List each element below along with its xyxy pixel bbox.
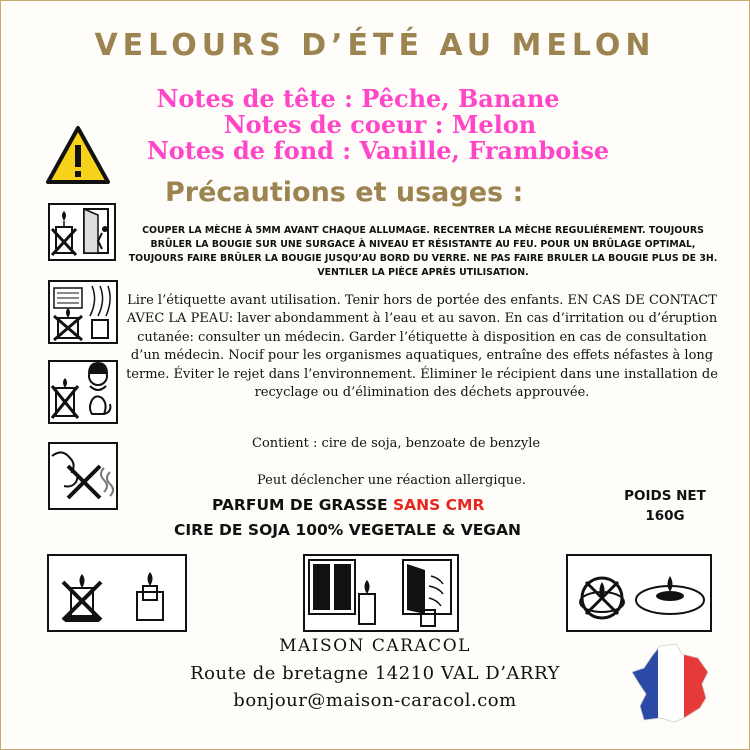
heart-notes: Notes de coeur : Melon — [223, 110, 537, 139]
candle-draft-icon — [303, 554, 459, 632]
wax-line: CIRE DE SOJA 100% VEGETALE & VEGAN — [174, 521, 522, 539]
net-weight-value: 160G — [645, 508, 685, 524]
address: Route de bretagne 14210 VAL D’ARRY — [190, 663, 560, 684]
no-unattended-candle-icon — [47, 554, 187, 632]
allergy-warning: Peut déclencher une réaction allergique. — [257, 473, 526, 488]
usage-instructions: COUPER LA MÈCHE À 5MM AVANT CHAQUE ALLUMAGE. RECENTRER LA MÈCHE REGULIÉREMENT. TOUJOURS BRÛLER LA BOUGIE SUR UNE SURGACE À NIVEAU ET RÉSISTANTE AU FEU. POUR UN BRÛLAGE OPTIMAL, TOUJOURS FAIRE BRÛLER LA BOUGIE JUSQU’AU BORD DU VERRE. NE PAS FAIRE BRULER LA BOUGIE PLUS DE 3H. VENTILER LA PIÈCE APRÈS UTILISATION. — [128, 225, 718, 278]
no-inhale-icon — [48, 442, 118, 510]
warning-icon — [45, 125, 111, 185]
net-weight — [610, 486, 720, 526]
precautions-heading: Précautions et usages : — [165, 177, 524, 208]
top-notes: Notes de tête : Pêche, Banane — [156, 84, 560, 113]
email: bonjour@maison-caracol.com — [233, 690, 517, 711]
brand-name: MAISON CARACOL — [279, 636, 471, 656]
perfume-highlight: SANS CMR — [392, 496, 485, 514]
candle-near-door-icon — [48, 203, 116, 261]
candle-near-child-pet-icon — [48, 360, 118, 424]
no-water-extinguish-icon — [566, 554, 712, 632]
ingredients: Contient : cire de soja, benzoate de benzyle — [252, 436, 541, 451]
safety-paragraph: Lire l’étiquette avant utilisation. Tenir hors de portée des enfants. EN CAS DE CONTACT AVEC LA PEAU: laver abondamment à l’eau et au savon. En cas d’irritation ou d’éruption cutanée: consulter un médecin. Garder l’étiquette à disposition en cas de consultation d’un médecin. Nocif pour les organismes aquatiques, entraîne des effets néfastes à long terme. Éviter le rejet dans l’environnement. Éliminer le récipient dans une installation de recyclage ou d’élimination des déchets approuvée. — [126, 293, 718, 401]
product-title: VELOURS D’ÉTÉ AU MELON — [94, 28, 656, 63]
france-flag-map-icon — [630, 642, 712, 726]
candle-near-curtain-icon — [48, 280, 118, 344]
net-weight-label: POIDS NET — [624, 488, 706, 504]
perfume-prefix: PARFUM DE GRASSE — [212, 496, 393, 514]
base-notes: Notes de fond : Vanille, Framboise — [146, 136, 610, 165]
perfume-line — [212, 496, 484, 514]
